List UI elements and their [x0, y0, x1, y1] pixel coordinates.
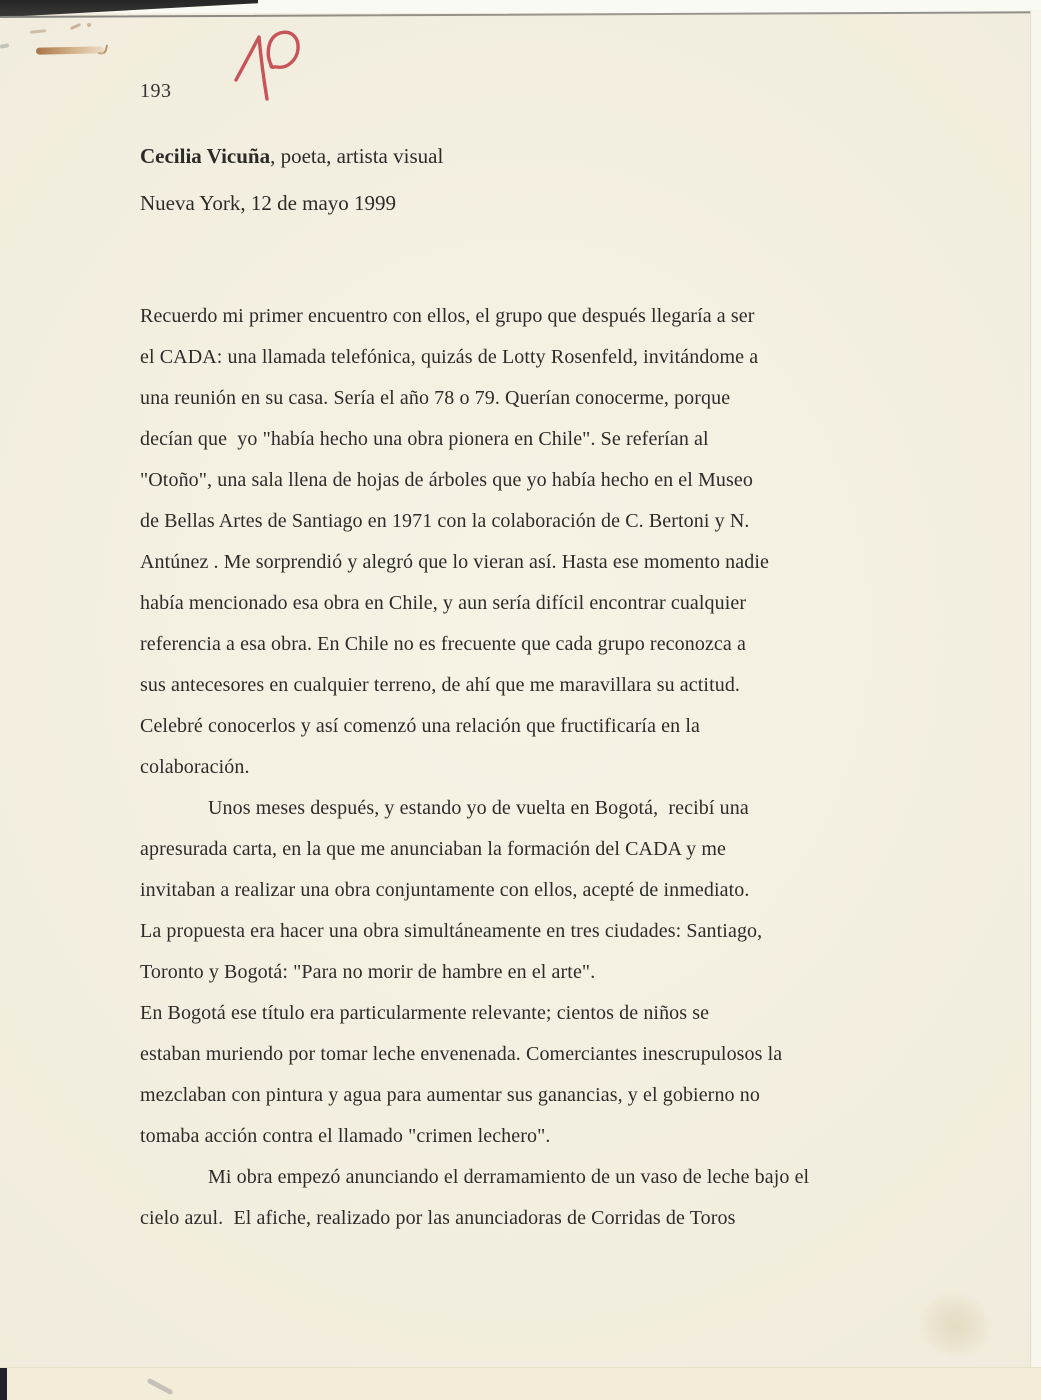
tape-residue-dash — [30, 29, 46, 34]
text-line: En Bogotá ese título era particularmente relevante; cientos de niños se — [140, 1002, 710, 1024]
text-line: estaban muriendo por tomar leche envenenada. Comerciantes inescrupulosos la — [140, 1043, 783, 1065]
text-line: "Otoño", una sala llena de hojas de árboles que yo había hecho en el Museo — [140, 469, 753, 491]
tape-residue-dash — [70, 23, 81, 30]
text-line: mezclaban con pintura y agua para aumentar sus ganancias, y el gobierno no — [140, 1084, 760, 1106]
document-header — [140, 144, 443, 216]
text-line: decían que yo "había hecho una obra pionera en Chile". Se referían al — [140, 428, 709, 450]
text-line: Unos meses después, y estando yo de vuelta en Bogotá, recibí una — [208, 797, 749, 819]
tape-residue-smudge — [36, 46, 104, 54]
paper-stain — [895, 1269, 1015, 1382]
text-line: una reunión en su casa. Sería el año 78 o 79. Querían conocerme, porque — [140, 387, 731, 409]
text-line: tomaba acción contra el llamado "crimen lechero". — [140, 1125, 551, 1147]
page-number: 193 — [140, 80, 172, 102]
scan-edge-mark — [0, 43, 9, 49]
text-line: de Bellas Artes de Santiago en 1971 con la colaboración de C. Bertoni y N. — [140, 510, 750, 532]
text-line: Mi obra empezó anunciando el derramamiento de un vaso de leche bajo el — [208, 1166, 810, 1188]
author-line — [140, 144, 443, 191]
text-line: colaboración. — [140, 756, 250, 778]
text-line: referencia a esa obra. En Chile no es frecuente que cada grupo reconozca a — [140, 633, 746, 655]
dateline: Nueva York, 12 de mayo 1999 — [140, 191, 397, 215]
text-line: Toronto y Bogotá: "Para no morir de hambre en el arte". — [140, 961, 596, 983]
scanner-corner-shadow — [0, 1368, 7, 1400]
author-name: Cecilia Vicuña — [140, 144, 271, 168]
text-line: La propuesta era hacer una obra simultáneamente en tres ciudades: Santiago, — [140, 920, 763, 942]
paper-right-edge — [1030, 10, 1041, 1400]
text-line: invitaban a realizar una obra conjuntamente con ellos, acepté de inmediato. — [140, 879, 750, 901]
handwritten-10-drawing — [215, 25, 307, 105]
author-title: , poeta, artista visual — [270, 144, 444, 168]
text-line: cielo azul. El afiche, realizado por las anunciadoras de Corridas de Toros — [140, 1207, 736, 1229]
tape-residue-dot — [87, 23, 91, 27]
text-line: había mencionado esa obra en Chile, y aun sería difícil encontrar cualquier — [140, 592, 747, 614]
text-line: Antúnez . Me sorprendió y alegró que lo vieran así. Hasta ese momento nadie — [140, 551, 769, 573]
text-line: sus antecesores en cualquier terreno, de ahí que me maravillara su actitud. — [140, 674, 741, 696]
tape-residue-hook — [98, 43, 108, 55]
text-line: Celebré conocerlos y así comenzó una relación que fructificaría en la — [140, 715, 700, 737]
text-line: Recuerdo mi primer encuentro con ellos, el grupo que después llegaría a ser — [140, 305, 755, 327]
handwritten-mark-10 — [215, 25, 307, 105]
text-line: apresurada carta, en la que me anunciaban la formación del CADA y me — [140, 838, 726, 860]
text-line: el CADA: una llamada telefónica, quizás de Lotty Rosenfeld, invitándome a — [140, 346, 759, 368]
body-text — [140, 296, 860, 1239]
